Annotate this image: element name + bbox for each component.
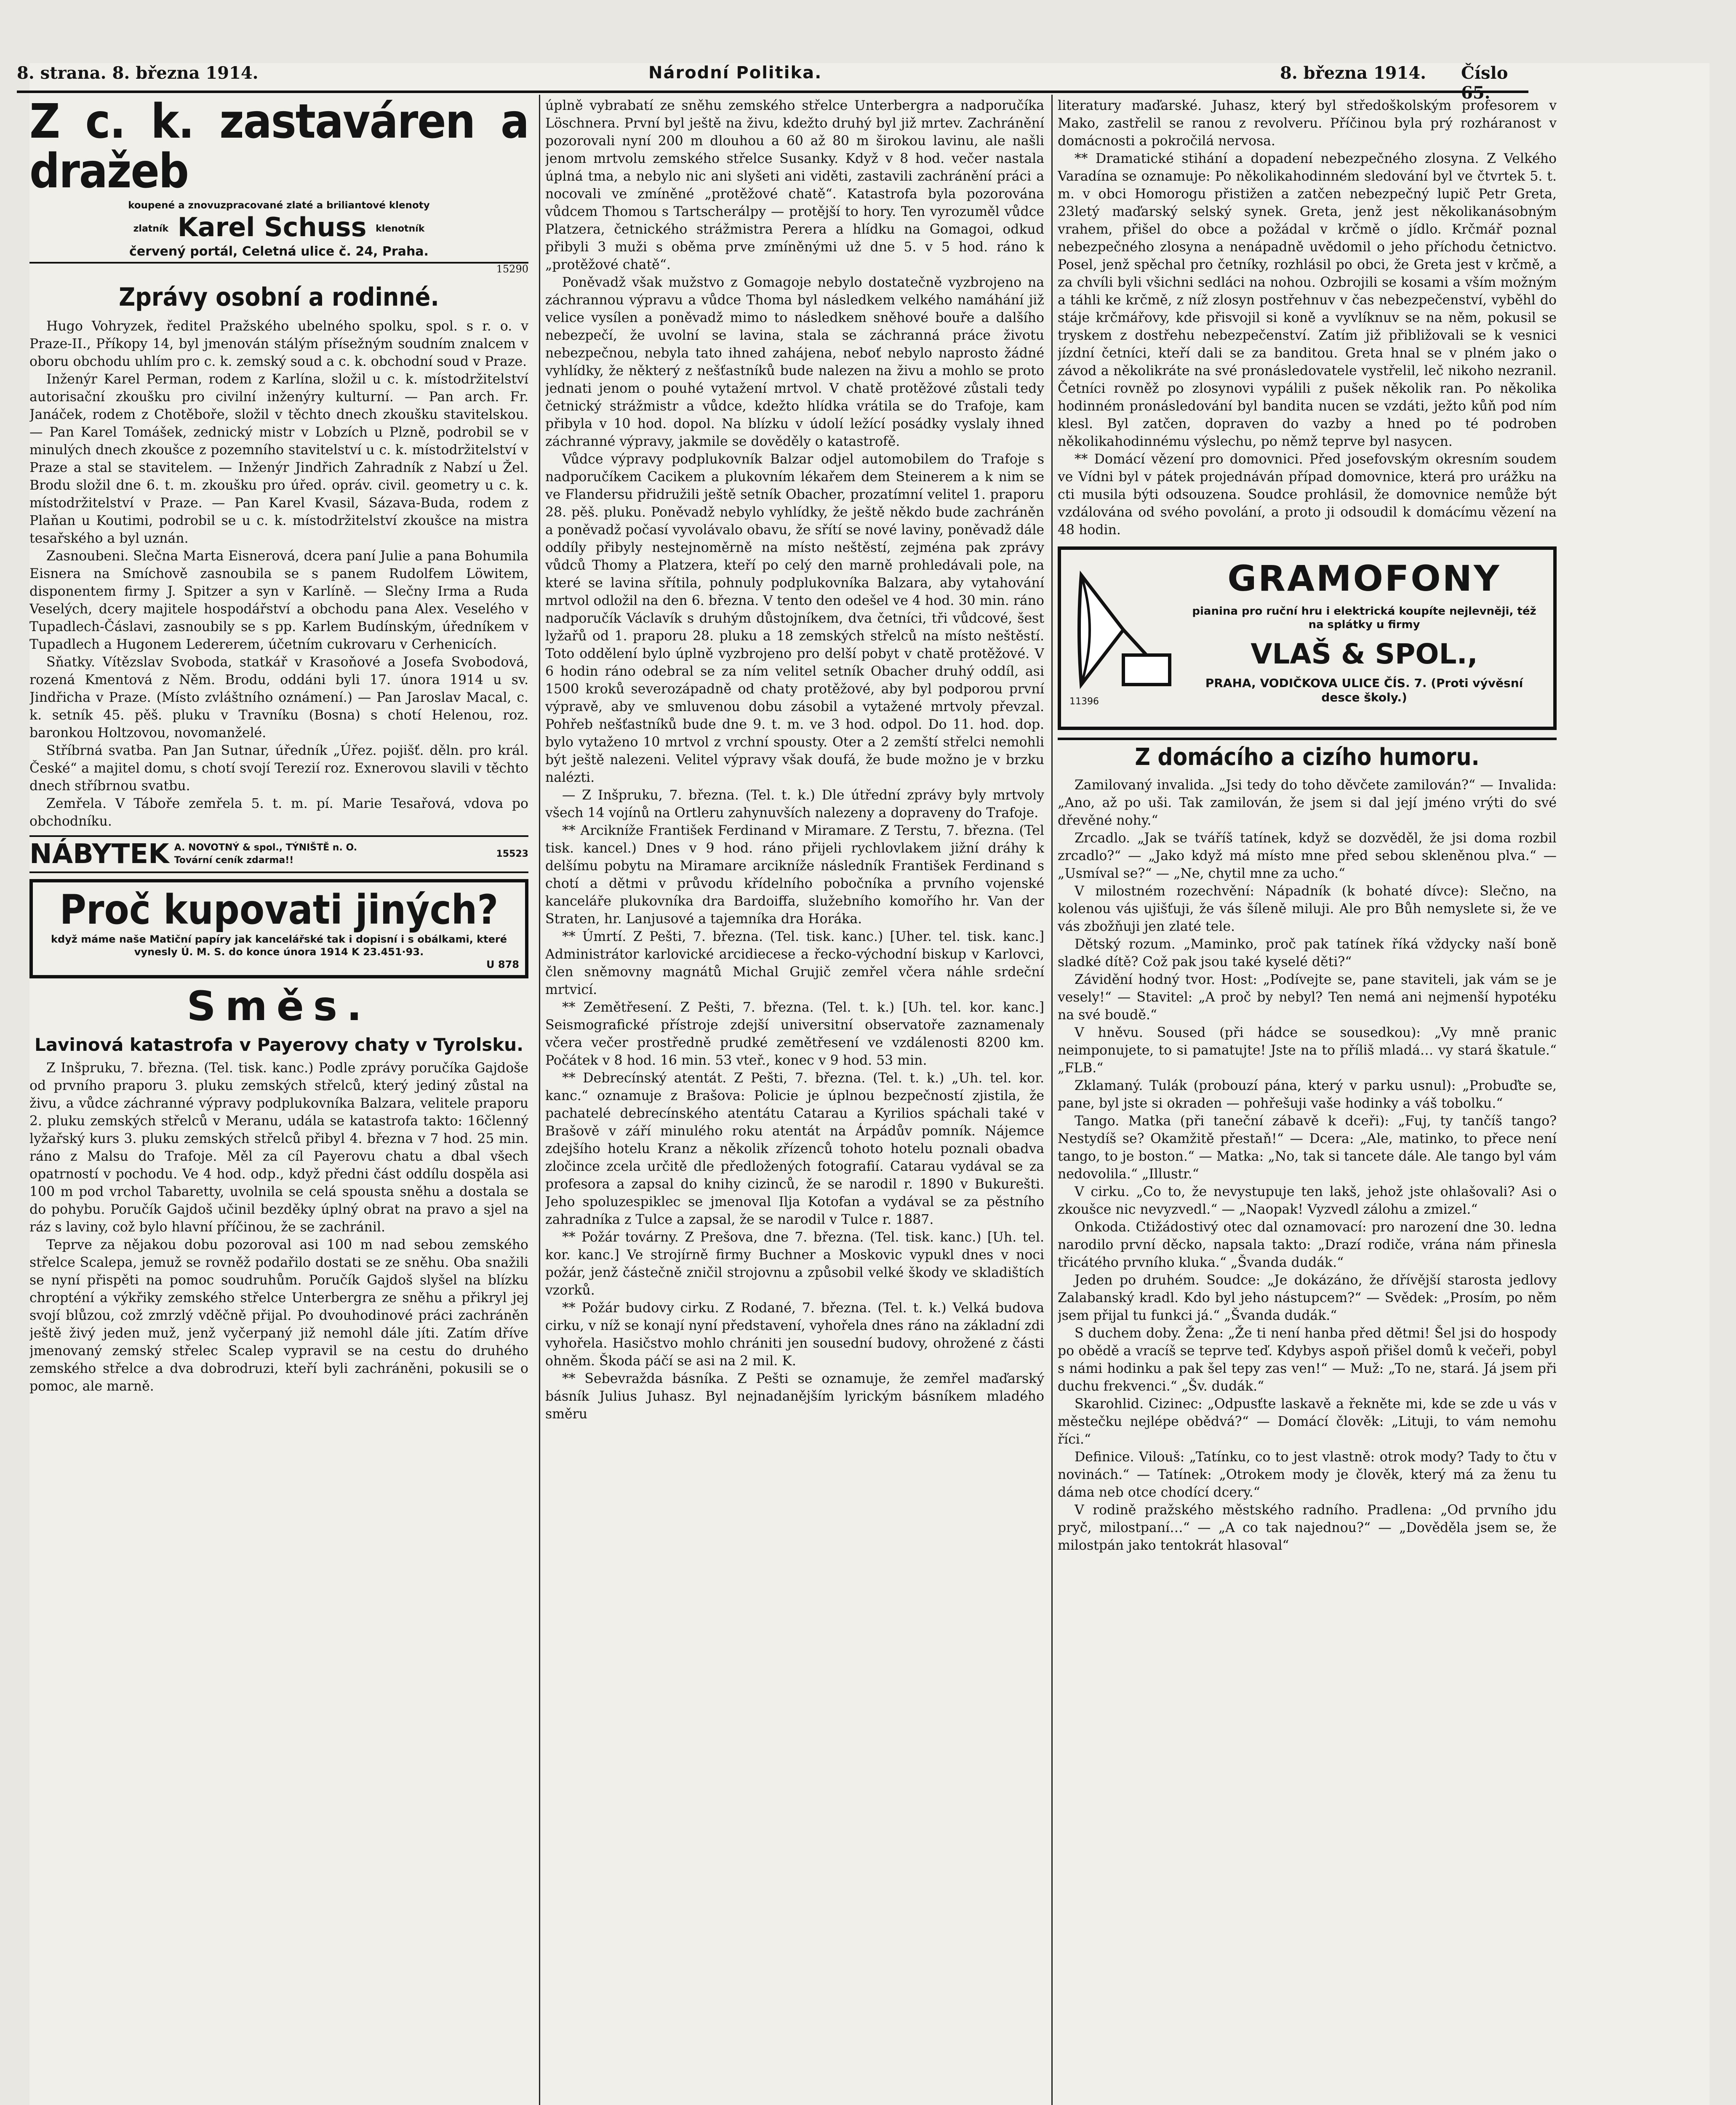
- gramophone-icon: [1073, 567, 1174, 693]
- gramophone-ad-firm: VLAŠ & SPOL.,: [1251, 638, 1478, 670]
- article-paragraph: Poněvadž však mužstvo z Gomagoje nebylo dostatečně vyzbrojeno na záchrannou výpravu a vůdce Thoma byl následkem velkého namáhání již velice vysílen a poněvadž mimo to následkem sněhové bouře a dalšího nebezpečí, že uvolní se lavina, stala se záchranná práce životu nebezpečnou, nebyla tato ihned zahájena, neboť nebylo naprosto žádné vyhlídky, že některý z nešťastníků bude nalezen na živu a mohlo se proto jednati jenom o pouhé vytažení mrtvol. V chatě protěžové zůstali tedy četnický strážmistr a vůdce, kdežto hlídka vrátila se do Trafoje, kam přibyla v 10 hod. dopol. Na blízku v údolí ležící posádky vyslaly ihned záchranné výpravy, jakmile se dověděly o katastrofě.: [545, 275, 1044, 449]
- column-divider: [539, 95, 540, 2105]
- humor-item: Závidění hodný tvor. Host: „Podívejte se, pane staviteli, jak vám se je vesely!“ — Stavitel: „A proč by nebyl? Ten nemá ani nejmenší hypotéku na své boudě.“: [1058, 972, 1557, 1023]
- furniture-ad-title: NÁBYTEK: [29, 838, 169, 870]
- humor-item: V rodině pražského městského radního. Pradlena: „Od prvního jdu pryč, milostpaní…“ — „A co tak najednou?“ — „Dověděla jsem se, že milostpán jako tentokrát hlasoval“: [1058, 1503, 1557, 1553]
- humor-item: V cirku. „Co to, že nevystupuje ten lakš, jehož jste ohlašovali? Asi o zkoušce nic nevyzvedl.“ — „Naopak! Vyzvedl zálohu a zmizel.“: [1058, 1184, 1557, 1217]
- article-paragraph: ** Úmrtí. Z Pešti, 7. března. (Tel. tisk. kanc.) [Uher. tel. tisk. kanc.] Administrátor karlovické arcidiecese a řecko-východní biskup v Karlovci, člen sněmovny magnátů Michal Grujič zemřel včera náhle srdeční mrtvicí.: [545, 929, 1044, 997]
- pawn-ad-suffix: klenotník: [376, 223, 425, 234]
- pawn-ad-name: [29, 212, 528, 244]
- humor-section-title: Z domácího a cizího humoru.: [1058, 738, 1557, 772]
- humor-item: Onkoda. Ctižádostivý otec dal oznamovací: pro narození dne 30. ledna narodilo první děcko, napsala takto: „Drazí rodiče, vrána nám přinesla třicátého prvního kluka.“ „Švanda dudák.“: [1058, 1220, 1557, 1270]
- smes-heading: Směs.: [187, 982, 371, 1030]
- masthead: [17, 63, 1524, 88]
- article-paragraph: ** Požár budovy cirku. Z Rodané, 7. března. (Tel. t. k.) Velká budova cirku, v níž se konají nyní představení, vyhořela dnes ráno na základní zdi vyhořela. Hasičstvo mohlo chrániti jen sousední budovy, ohrožené z části ohněm. Škoda páčí se asi na 2 mil. K.: [545, 1300, 1044, 1369]
- pawn-ad-prefix: zlatník: [133, 223, 169, 234]
- article-paragraph: — Z Inšpruku, 7. března. (Tel. t. k.) Dle útřední zprávy byly mrtvoly všech 14 vojínů na Ortleru zahynuvších nalezeny a dopraveny do Trafoje.: [545, 788, 1044, 821]
- article-paragraph: Zemřela. V Táboře zemřela 5. t. m. pí. Marie Tesařová, vdova po obchodníku.: [29, 796, 528, 829]
- header-rule: [17, 91, 1528, 93]
- humor-item: Zamilovaný invalida. „Jsi tedy do toho děvčete zamilován?“ — Invalida: „Ano, až po uši. Tak zamilován, že jsem si dal její jméno vrýti do své dřevěné nohy.“: [1058, 778, 1557, 828]
- newspaper-title: Národní Politika.: [648, 63, 822, 83]
- matice-ad-title: Proč kupovati jiných?: [59, 886, 499, 933]
- article-paragraph: ** Domácí vězení pro domovnici. Před josefovským okresním soudem ve Vídni byl v pátek projednáván případ domovnice, která pro urážku na cti musila býti odsouzena. Soudce prohlásil, že domovnice nemůže být vzdálována od svého povolání, a proto ji odsoudil k domácímu vězení na 48 hodin.: [1058, 452, 1557, 538]
- article-paragraph: literatury maďarské. Juhasz, který byl středoškolským profesorem v Mako, zastřelil se ranou z revolveru. Příčinou byla prý rozháranost v domácnosti a pokročilá nervosa.: [1058, 98, 1557, 149]
- pawn-ad-address: červený portál, Celetná ulice č. 24, Praha.: [29, 244, 528, 264]
- section-title-personal: Zprávy osobní a rodinné.: [119, 282, 439, 312]
- issue-number: Číslo: [1461, 63, 1508, 83]
- gramophone-ad-address: PRAHA, VODIČKOVA ULICE ČÍS. 7. (Proti vývěsní desce školy.): [1205, 676, 1523, 704]
- furniture-ad-firm: A. NOVOTNÝ & spol., TÝNIŠTĚ n. O.: [174, 842, 357, 853]
- page-date-left: 8. strana. 8. března 1914.: [17, 63, 259, 83]
- humor-item: Definice. Vilouš: „Tatínku, co to jest vlastně: otrok mody? Tady to čtu v novinách.“ — Tatínek: „Otrokem mody je člověk, který má za ženu tu dáma neb otce chodící dcery.“: [1058, 1450, 1557, 1500]
- matice-ad: [29, 879, 528, 978]
- article-paragraph: Vůdce výpravy podplukovník Balzar odjel automobilem do Trafoje s nadporučíkem Cacikem a plukovním lékařem dem Steinerem a k nim se ve Flandersu přidružili ještě setník Obacher, prozatímní velitel 1. praporu 28. pěš. pluku. Poněvadž nebylo vyhlídky, že ještě někdo bude zachráněn a poněvadž počasí vyvolávalo obavu, že sřítí se nové laviny, poněvadž dále oddíly přibyly nestejnoměrně na místo neštěstí, zejména pak zprávy vůdců Thomy a Platzera, kteří po celý den marně prohledávali pole, na které se lavina sřítila, pohnuly podplukovníka Balzara, aby vytahování mrtvol odložil na den 6. března. V tento den odešel ve 4 hod. 30 min. ráno nadporučík Václavík s druhým důstojníkem, dva četníci, tři vůdcové, šest lyžařů od 1. praporu 28. pluku a 18 zemských střelců na místo neštěstí. Toto oddělení bylo úplně vyzbrojeno pro delší pobyt v chatě protěžové. V 6 hodin ráno odebral se za ním velitel setník Obacher druhý oddíl, asi 1500 kroků severozápadně od chaty protěžové, aby byl podporou první výpravě, aby ve smluvenou dobu zásobil a vytažené mrtvoly převzal. Pohřeb nešťastníků bude dne 9. t. m. ve 3 hod. odpol. Do 11. hod. dop. bylo vytaženo 10 mrtvol z vrchní spousty. Oter a 2 zemští střelci nemohli být ještě nalezeni. Velitel výpravy však doufá, že bude možno je v brzku nalézti.: [545, 452, 1044, 785]
- column-3: [1058, 97, 1557, 2105]
- article-paragraph: Stříbrná svatba. Pan Jan Sutnar, úředník „Úřez. pojišť. děln. pro král. České“ a majitel domu, s chotí svojí Terezií roz. Exnerovou slavili v těchto dnech stříbrnou svatbu.: [29, 743, 528, 794]
- ad-number: 15290: [496, 263, 528, 275]
- article-paragraph: úplně vybrabatí ze sněhu zemského střelce Unterbergra a nadporučíka Löschnera. První byl ještě na živu, kdežto druhý byl již mrtev. Zachránění pozorovali nyní 200 m dlouhou a 60 až 80 m širokou lavinu, ale našli jenom mrtvolu zemského střelce Susanky. Když v 8 hod. večer nastala úplná tma, a nebylo nic ani slyšeti ani viděti, zastavili zachránění práci a nocovali ve zmíněné „protěžové chatě“. Katastrofa byla pozorována vůdcem Thomou s Tartscherálpy — protější to hory. Ten vyrozuměl vůdce Platzera, četnického strážmistra Perera a hlídku na Gomagoi, odkud přibyli 3 muži s oběma prve zmíněnými už dne 5. v 5 hod. ráno k „protěžové chatě“.: [545, 98, 1044, 272]
- page-date-right: 8. března 1914.: [1280, 63, 1427, 83]
- article-paragraph: Hugo Vohryzek, ředitel Pražského ubelného spolku, spol. s r. o. v Praze-II., Příkopy 14, byl jmenován stálým přísežným soudním znalcem v oboru obchodu uhlím pro c. k. zemský soud a c. k. obchodní soud v Praze.: [29, 318, 528, 369]
- humor-item: Zklamaný. Tulák (probouzí pána, který v parku usnul): „Probuďte se, pane, byl jste si okraden — pohřešuji vaše hodinky a váš tobolku.“: [1058, 1078, 1557, 1111]
- humor-item: Zrcadlo. „Jak se tváříš tatínek, když se dozvěděl, že jsi doma rozbil zrcadlo?“ — „Jako když má místo mne před sebou skleněnou plva.“ — „Usmíval se?“ — „Ne, chytil mne za ucho.“: [1058, 831, 1557, 881]
- humor-item: Jeden po druhém. Soudce: „Je dokázáno, že dřívější starosta jedlovy Zalabanský kradl. Kdo byl jeho nástupcem?“ — Svědek: „Prosím, po něm jsem přijal tu funkci já.“ „Švanda dudák.“: [1058, 1273, 1557, 1323]
- matice-ad-number: U 878: [486, 958, 519, 970]
- pawn-ad-firm: Karel Schuss: [177, 212, 367, 242]
- article-paragraph: Inženýr Karel Perman, rodem z Karlína, složil u c. k. místodržitelství autorisační zkoušku pro civilní inženýry kulturní. — Pan arch. Fr. Janáček, rodem z Chotěboře, složil v těchto dnech zkoušku stavitelskou. — Pan Karel Tomášek, zednický mistr v Lobzích u Plzně, podrobil se v minulých dnech zkoušce z pozemního stavitelství u c. k. místodržitelství v Praze a stal se stavitelem. — Inženýr Jindřich Zahradník z Nabzí u Žel. Brodu složil dne 6. t. m. zkoušku pro úřed. opráv. civil. geometry u c. k. místodržitelství v Praze. — Pan Karel Kvasil, Sázava-Buda, rodem z Plaňan u Koutimi, podrobil se u c. k. místodržitelství zkoušce na mistra tesařského a byl uznán.: [29, 371, 528, 546]
- article-paragraph: ** Dramatické stihání a dopadení nebezpečného zlosyna. Z Velkého Varadína se oznamuje: Po několikahodinném sledování byl ve čtvrtek 5. t. m. v obci Homorogu přistižen a zatčen nebezpečný lupič Petr Greta, 23letý maďarský selský synek. Greta, jenž jest několikanásobným vrahem, přišel do obce a požádal v krčmě o jídlo. Krčmář poznal nebezpečného zlosyna a nenápadně uvědomil o jeho příchodu četnictvo. Posel, jenž spěchal pro četníky, rozhlásil po obci, že Greta jest v krčmě, a za chvíli byli všichni sedláci na nohou. Ozbrojili se kosami a vším možným a táhli ke krčmě, z níž zlosyn postřehnuv v čas nebezpečenství, vyběhl do stáje krčmářovy, kde přisvojil si koně a vyvlíknuv se na něm, pokusil se tryskem z dostřehu nebezpečenství. Zatím již přibližovali se k vesnici jízdní četníci, kteří dali se za banditou. Greta hnal se v plném jako o závod a několikráte na své pronásledovatele vystřelil, leč nikoho nezranil. Četníci rovněž po zlosynovi vypálili z pušek několik ran. Po několika hodinném pronásledování byl bandita nucen se vzdáti, ježto kůň pod ním klesl. Byl zatčen, dopraven do vazby a hned po té podroben několikahodinnému výslechu, po němž teprve byl nasycen.: [1058, 151, 1557, 449]
- article-paragraph: ** Debrecínský atentát. Z Pešti, 7. března. (Tel. t. k.) „Uh. tel. kor. kanc.“ oznamuje z Brašova: Policie je úplnou bezpečností zjistila, že pachatelé debrecínského atentátu Catarau a Kyrilios spáchali také v Brašově v září minulého roku atentát na Árpádův pomník. Nájemce zdejšího hotelu Kranz a několik zřízenců tohoto hotelu poznali obadva zločince zcela určitě dle předložených fotografií. Catarau vydával se za profesora a zapsal do knihy cizinců, že se narodil r. 1890 v Bukurešti. Jeho spoluzespiklec se jmenoval Ilja Kotofan a vydával se za pěstního zahradníka z Tulce a zapsal, že se narodil v Tulce r. 1887.: [545, 1071, 1044, 1227]
- gramophone-ad: [1058, 546, 1557, 730]
- pawn-ad-subtitle: koupené a znovuzpracované zlaté a briliantové klenoty: [128, 200, 430, 211]
- article-paragraph: ** Arcikníže František Ferdinand v Miramare. Z Terstu, 7. března. (Tel tisk. kancel.) Dnes v 9 hod. ráno přijeli rychlovlakem jižní dráhy k delšímu pobytu na Miramare arcikníže následník František Ferdinand s chotí a dětmi v průvodu křídelního pobočníka a prvního vojenské kanceláře plukovníka dra Bardoiffa, služebního komořího hr. Van der Straten, hr. Lanjusové a tajemníka dra Horáka.: [545, 823, 1044, 927]
- article-paragraph: ** Zemětřesení. Z Pešti, 7. března. (Tel. t. k.) [Uh. tel. kor. kanc.] Seismografické přístroje zdejší universitní observatoře zaznamenaly včera večer prostředně prudké zemětřesení ve vzdálenosti 8200 km. Počátek v 8 hod. 16 min. 53 vteř., konec v 9 hod. 53 min.: [545, 1000, 1044, 1068]
- column-1: [29, 97, 528, 2105]
- article-paragraph: Zasnoubeni. Slečna Marta Eisnerová, dcera paní Julie a pana Bohumila Eisnera na Smíchově zasnoubila se s panem Rudolfem Löwitem, disponentem firmy J. Spitzer a syn v Karlíně. — Slečny Irma a Ruda Veselých, dcery majitele hospodářství a obchodu pana Alex. Veselého v Tupadlech-Čáslavi, zasnoubily se s pp. Karlem Budínským, úředníkem v Tupadlech a Hugonem Ledererem, účetním cukrovaru v Cerhenicích.: [29, 548, 528, 652]
- article-paragraph: Sňatky. Vítězslav Svoboda, statkář v Krasoňové a Josefa Svobodová, rozená Kmentová z Něm. Brodu, oddáni byli 17. února 1914 u sv. Jindřicha v Praze. (Místo zvláštního oznámení.) — Pan Jaroslav Macal, c. k. setník 45. pěš. pluku v Travníku (Bosna) s chotí Helenou, roz. baronkou Holtzovou, novomanželé.: [29, 654, 528, 741]
- article-paragraph: ** Požár továrny. Z Prešova, dne 7. března. (Tel. tisk. kanc.) [Uh. tel. kor. kanc.] Ve strojírně firmy Buchner a Moskovic vypukl dnes v noci požár, jenž částečně zničil strojovnu a způsobil velké škody ve skladištích vzorků.: [545, 1230, 1044, 1298]
- column-divider: [1051, 95, 1053, 2105]
- furniture-ad: [29, 835, 528, 873]
- gramophone-ad-desc: pianina pro ruční hru i elektrická koupíte nejlevněji, též na splátky u firmy: [1192, 605, 1536, 631]
- gramophone-ad-number: 11396: [1069, 696, 1099, 707]
- pawn-ad-title: Z c. k. zastaváren a dražeb: [29, 97, 528, 199]
- column-2: [545, 97, 1044, 2105]
- matice-ad-text: když máme naše Matiční papíry jak kancelářské tak i dopisní i s obálkami, které vynesly Ú. M. S. do konce února 1914 K 23.451·93.: [51, 933, 507, 958]
- gramophone-ad-title: GRAMOFONY: [1227, 558, 1501, 599]
- humor-item: V milostném rozechvění: Nápadník (k bohaté dívce): Slečno, na kolenou vás ujišťuji, že vás šíleně miluji. Ale pro Bůh nemyslete si, že ve vás zbožňuji jen zlaté tele.: [1058, 884, 1557, 934]
- humor-item: V hněvu. Soused (při hádce se sousedkou): „Vy mně pranic neimponujete, to si pamatujte! Jste na to příliš mladá… vy stará škatule.“ „FLB.“: [1058, 1025, 1557, 1076]
- article-paragraph: Z Inšpruku, 7. března. (Tel. tisk. kanc.) Podle zprávy poručíka Gajdoše od prvního praporu 3. pluku zemských střelců, který jediný zůstal na živu, a vůdce záchranné výpravy podplukovníka Balzara, velitele praporu 2. pluku zemských střelců v Meranu, udála se katastrofa takto: 16členný lyžařský kurs 3. pluku zemských střelců přibyl 4. března v 7 hod. 25 min. ráno z Malsu do Trafoje. Měl za cíl Payerovu chatu a dbal všech opatrností v pochodu. Ve 4 hod. odp., když předni část oddílu dospěla asi 100 m pod vrchol Tabaretty, uvolnila se celá spousta sněhu a dostala se do pohybu. Poručík Gajdoš učinil bezděky úplný obrat na pravo a sjel na ráz s laviny, což bylo hlavní příčinou, že se zachránil.: [29, 1060, 528, 1235]
- avalanche-headline: Lavinová katastrofa v Payerovy chaty v Tyrolsku.: [34, 1034, 524, 1055]
- article-paragraph: Teprve za nějakou dobu pozoroval asi 100 m nad sebou zemského střelce Scalepa, jemuž se rovněž podařilo dostati se ze sněhu. Oba snažili se nyní přispěti na pomoc soudruhům. Poručík Gajdoš slyšel na blízku chropténí a výkřiky zemského střelce Unterbergra ze sněhu a přikryl jej svojí blůzou, což zmrzlý vděčně přijal. Po dvouhodinové práci zachráněn ještě živý jeden muž, jenž vyčerpaný již nemohl dále jíti. Zatím dříve jmenovaný zemský střelec Scalep vypravil se na cestu do druhého zemského střelce a dva dobrodruzi, kteří byli zachráněni, pokusili se o pomoc, ale marně.: [29, 1237, 528, 1394]
- article-paragraph: ** Sebevražda básníka. Z Pešti se oznamuje, že zemřel maďarský básník Julius Juhasz. Byl nejnadanějším lyrickým básníkem mladého směru: [545, 1371, 1044, 1422]
- humor-item: S duchem doby. Žena: „Že ti není hanba před dětmi! Šel jsi do hospody po obědě a vracíš se teprve teď. Kdybys aspoň přišel domů k večeři, pobyl s námi hodinku a pak šel tepy zas ven!“ — Muž: „To ne, stará. Já jsem při duchu frekvenci.“ „Šv. dudák.“: [1058, 1326, 1557, 1394]
- furniture-ad-number: 15523: [496, 848, 528, 859]
- humor-item: Dětský rozum. „Maminko, proč pak tatínek říká vždycky naší boně sladké dítě? Což pak jsou také kyselé děti?“: [1058, 937, 1557, 970]
- furniture-ad-catalog: Tovární ceník zdarma!!: [174, 855, 294, 866]
- humor-item: Skarohlid. Cizinec: „Odpusťte laskavě a řekněte mi, kde se zde u vás v městečku nejlépe obědvá?“ — Domácí člověk: „Lituji, to vám nemohu říci.“: [1058, 1396, 1557, 1447]
- humor-item: Tango. Matka (při taneční zábavě k dceři): „Fuj, ty tančíš tango? Nestydíš se? Okamžitě přestaň!“ — Dcera: „Ale, matinko, to přece není tango, to je boston.“ — Matka: „No, tak si tancete dále. Ale tango byl vám nedovolila.“ „Illustr.“: [1058, 1114, 1557, 1182]
